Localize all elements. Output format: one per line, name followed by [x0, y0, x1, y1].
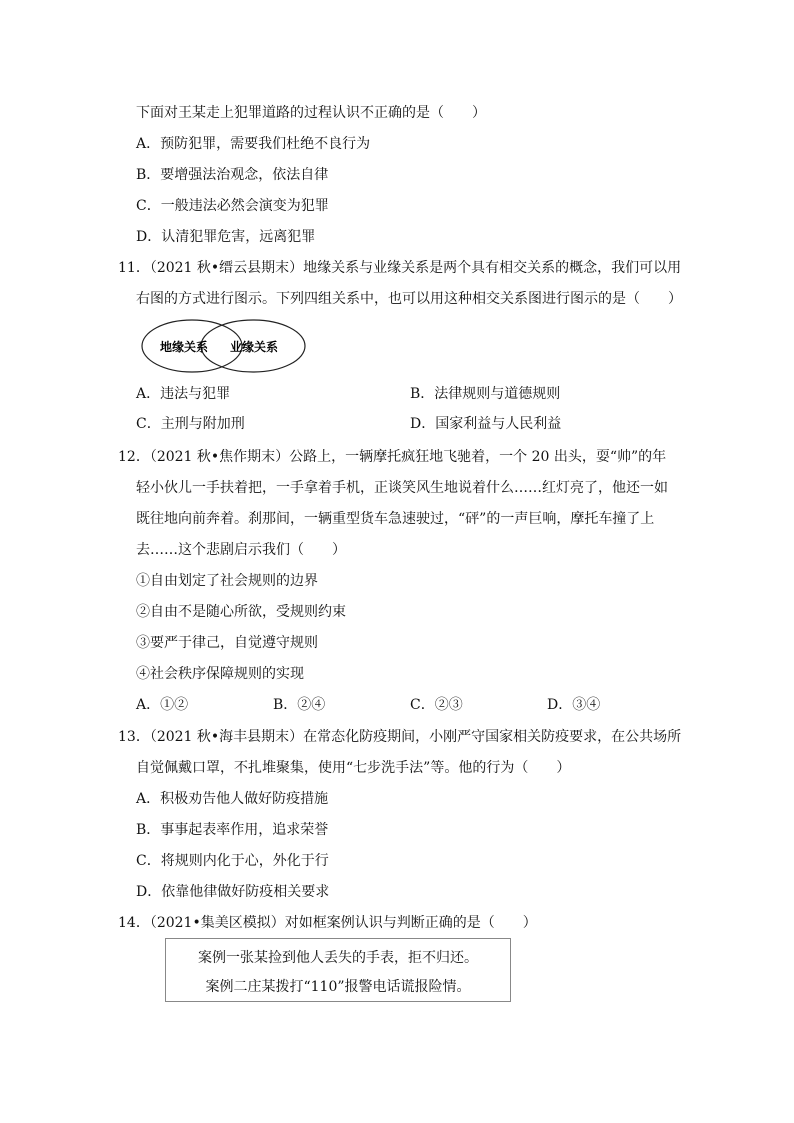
q11-stem-line2: 右图的方式进行图示。下列四组关系中，也可以用这种相交关系图进行图示的是（ ） — [136, 291, 682, 307]
q12-stem-line4: 去……这个悲剧启示我们（ ） — [136, 542, 346, 558]
q13-option-d[interactable]: D．依靠他律做好防疫相关要求 — [136, 884, 330, 900]
q11-option-b[interactable]: B．法律规则与道德规则 — [410, 386, 561, 402]
q12-item-1: ①自由划定了社会规则的边界 — [136, 573, 318, 589]
q13-stem-line2: 自觉佩戴口罩，不扎堆聚集，使用“七步洗手法”等。他的行为（ ） — [136, 760, 571, 776]
q11-stem-line1: 11．（2021 秋•缙云县期末）地缘关系与业缘关系是两个具有相交关系的概念，我们可以用 — [118, 260, 682, 276]
case-box — [165, 938, 511, 1002]
q12-item-3: ③要严于律己，自觉遵守规则 — [136, 635, 318, 651]
q10-stem: 下面对王某走上犯罪道路的过程认识不正确的是（ ） — [136, 105, 486, 121]
q10-option-b[interactable]: B．要增强法治观念，依法自律 — [136, 167, 329, 183]
q13-option-c[interactable]: C．将规则内化于心，外化于行 — [136, 853, 329, 869]
case-one: 案例一张某捡到他人丢失的手表，拒不归还。 — [198, 950, 478, 966]
q12-stem-line2: 轻小伙儿一手扶着把，一手拿着手机，正谈笑风生地说着什么……红灯亮了，他还一如 — [136, 480, 668, 496]
q13-option-a[interactable]: A．积极劝告他人做好防疫措施 — [136, 791, 329, 807]
q11-option-c[interactable]: C．主刑与附加刑 — [136, 416, 245, 432]
q13-stem-line1: 13．（2021 秋•海丰县期末）在常态化防疫期间，小刚严守国家相关防疫要求，在公共场所 — [118, 729, 682, 745]
q12-stem-line3: 既往地向前奔着。刹那间，一辆重型货车急速驶过，“砰”的一声巨响，摩托车撞了上 — [136, 511, 655, 527]
q12-option-a[interactable]: A．①② — [136, 697, 189, 713]
case-two: 案例二庄某拨打“110”报警电话谎报险情。 — [205, 979, 471, 995]
q10-option-a[interactable]: A．预防犯罪，需要我们杜绝不良行为 — [136, 136, 371, 152]
q10-option-c[interactable]: C．一般违法必然会演变为犯罪 — [136, 198, 329, 214]
q12-stem-line1: 12．（2021 秋•焦作期末）公路上，一辆摩托疯狂地飞驰着，一个 20 出头，耍“帅”的年 — [118, 449, 667, 465]
q12-option-b[interactable]: B．②④ — [273, 697, 326, 713]
venn-left-label: 地缘关系 — [160, 340, 209, 354]
q11-option-a[interactable]: A．违法与犯罪 — [136, 386, 231, 402]
q12-option-d[interactable]: D．③④ — [547, 697, 601, 713]
venn-diagram — [140, 318, 310, 374]
venn-right-label: 业缘关系 — [230, 340, 279, 354]
q13-option-b[interactable]: B．事事起表率作用，追求荣誉 — [136, 822, 329, 838]
q12-item-2: ②自由不是随心所欲，受规则约束 — [136, 604, 346, 620]
q12-option-c[interactable]: C．②③ — [410, 697, 463, 713]
q10-option-d[interactable]: D．认清犯罪危害，远离犯罪 — [136, 229, 316, 245]
q14-stem: 14．（2021•集美区模拟）对如框案例认识与判断正确的是（ ） — [118, 915, 537, 931]
q12-item-4: ④社会秩序保障规则的实现 — [136, 666, 304, 682]
q11-option-d[interactable]: D．国家利益与人民利益 — [410, 416, 562, 432]
